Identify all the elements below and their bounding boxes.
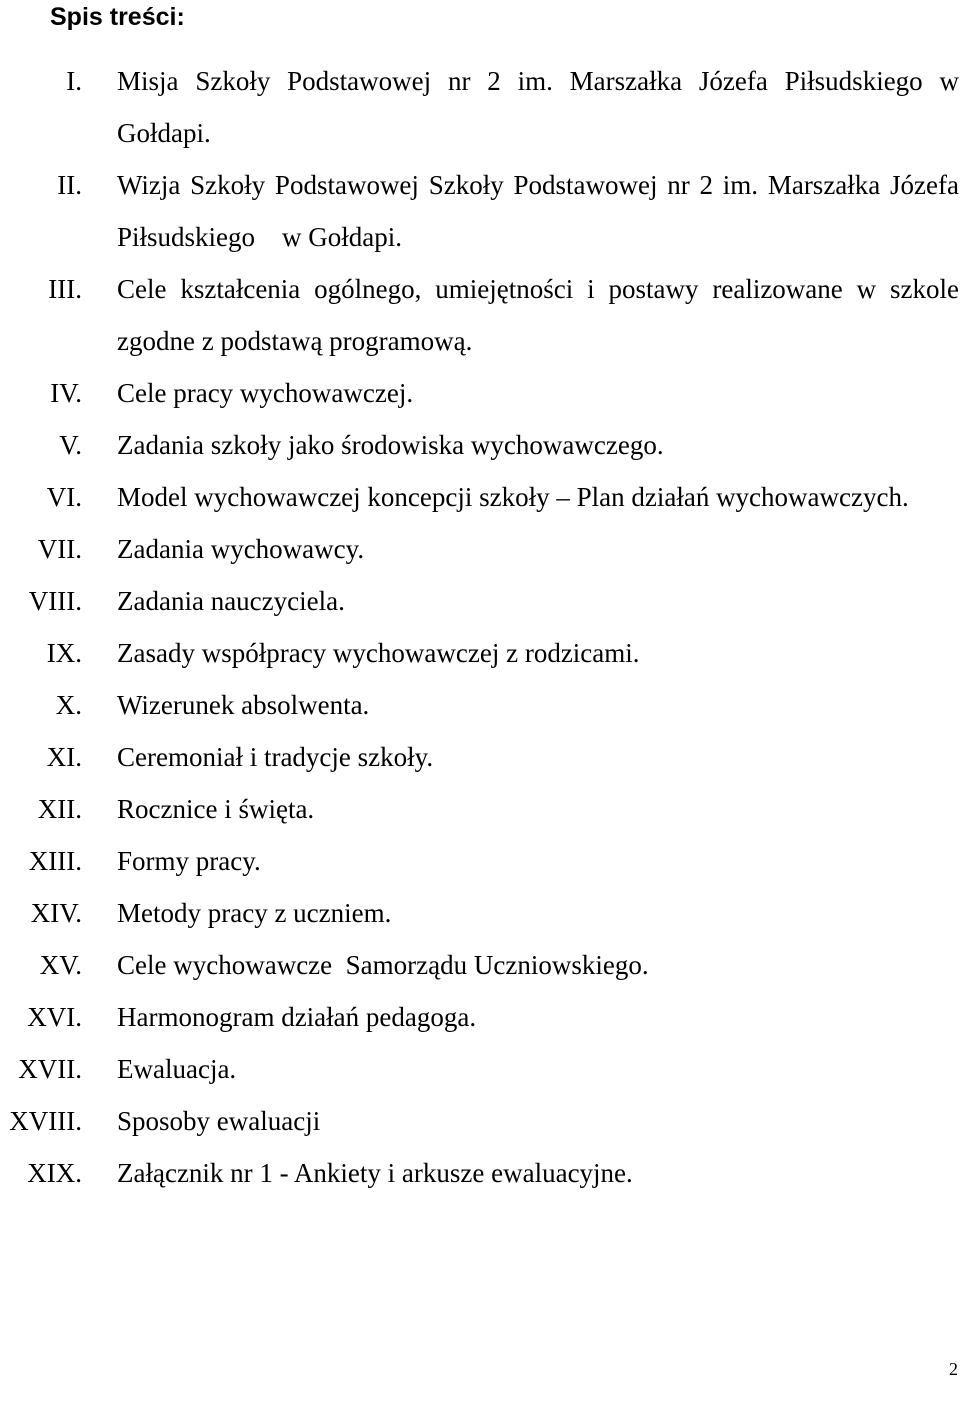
toc-item-number: XIII. [28,846,82,876]
toc-item-number: VII. [37,534,82,564]
toc-item-19 [0,1147,960,1199]
toc-list [0,55,960,1199]
toc-item-18 [0,1095,960,1147]
toc-item-text: Sposoby ewaluacji [117,1106,321,1136]
toc-item-number: XIX. [27,1158,82,1188]
toc-item-text: Formy pracy. [117,846,261,876]
toc-item-number: I. [66,66,82,96]
toc-item-number: XI. [46,742,82,772]
toc-item-text: Misja Szkoły Podstawowej nr 2 im. Marszałka Józefa Piłsudskiego w Gołdapi. [117,66,959,148]
toc-item-text: Cele kształcenia ogólnego, umiejętności i postawy realizowane w szkole zgodne z podstawą programową. [117,274,959,356]
toc-item-number: XV. [39,950,82,980]
toc-item-13 [0,835,960,887]
toc-item-14 [0,887,960,939]
toc-item-17 [0,1043,960,1095]
toc-item-number: III. [48,274,82,304]
toc-item-text: Rocznice i święta. [117,794,315,824]
toc-item-number: XVI. [27,1002,82,1032]
toc-title: Spis treści: [50,3,185,31]
toc-item-number: IX. [46,638,82,668]
toc-item-number: VI. [46,482,82,512]
toc-item-text: Cele wychowawcze Samorządu Uczniowskiego. [117,950,649,980]
toc-item-text: Model wychowawczej koncepcji szkoły – Plan działań wychowawczych. [117,482,909,512]
toc-item-10 [0,679,960,731]
toc-item-text: Wizja Szkoły Podstawowej Szkoły Podstawowej nr 2 im. Marszałka Józefa Piłsudskiego w Gołdapi. [117,170,959,252]
toc-item-6 [0,471,960,523]
toc-item-number: IV. [50,378,82,408]
toc-item-text: Zadania wychowawcy. [117,534,365,564]
toc-item-1 [0,55,960,159]
toc-item-number: XVIII. [9,1106,82,1136]
toc-item-text: Zadania szkoły jako środowiska wychowawczego. [117,430,664,460]
toc-item-text: Zadania nauczyciela. [117,586,345,616]
page-number: 2 [949,1359,958,1379]
toc-item-3 [0,263,960,367]
toc-item-5 [0,419,960,471]
toc-item-number: XVII. [18,1054,82,1084]
toc-item-16 [0,991,960,1043]
toc-item-number: XII. [37,794,82,824]
toc-item-number: VIII. [28,586,82,616]
toc-item-12 [0,783,960,835]
toc-item-text: Cele pracy wychowawczej. [117,378,414,408]
toc-item-number: X. [55,690,82,720]
toc-item-4 [0,367,960,419]
toc-item-text: Załącznik nr 1 - Ankiety i arkusze ewaluacyjne. [117,1158,633,1188]
toc-item-9 [0,627,960,679]
toc-item-text: Ewaluacja. [117,1054,237,1084]
toc-item-text: Wizerunek absolwenta. [117,690,370,720]
toc-item-8 [0,575,960,627]
toc-item-text: Zasady współpracy wychowawczej z rodzicami. [117,638,640,668]
toc-item-text: Metody pracy z uczniem. [117,898,392,928]
toc-item-number: XIV. [30,898,82,928]
toc-item-number: II. [57,170,82,200]
toc-item-2 [0,159,960,263]
toc-item-text: Harmonogram działań pedagoga. [117,1002,477,1032]
toc-item-number: V. [59,430,82,460]
toc-item-text: Ceremoniał i tradycje szkoły. [117,742,434,772]
toc-item-7 [0,523,960,575]
toc-item-11 [0,731,960,783]
toc-item-15 [0,939,960,991]
